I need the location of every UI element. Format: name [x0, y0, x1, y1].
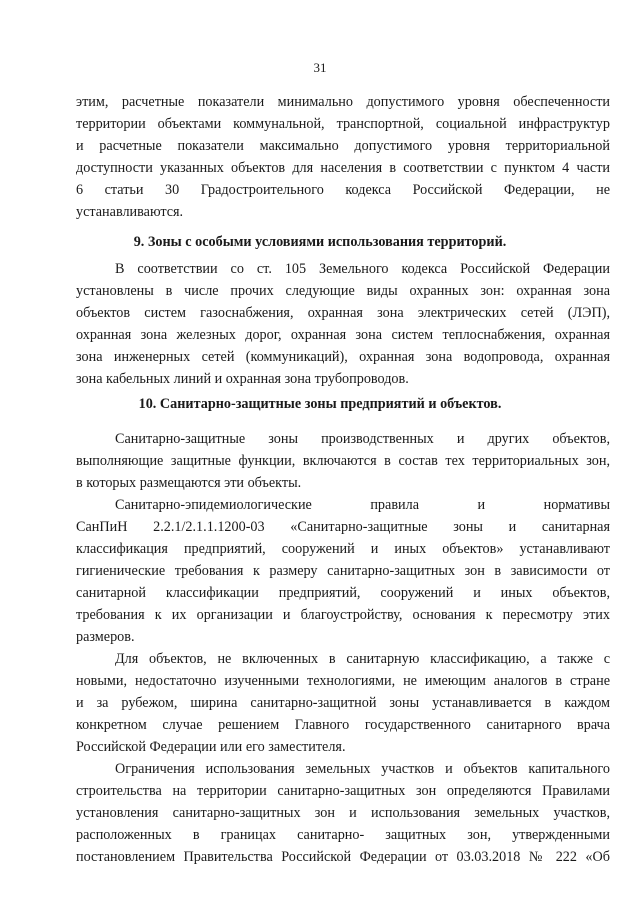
text-line: Российской Федерации или его заместителя. — [76, 739, 346, 755]
text-line: конкретном случае решением Главного государственного санитарного врача — [76, 717, 610, 733]
text-line: расположенных в границах санитарно- защитных зон, утвержденными — [76, 827, 610, 843]
text-line: зона кабельных линий и охранная зона трубопроводов. — [76, 371, 409, 387]
text-line: постановлением Правительства Российской Федерации от 03.03.2018 № 222 «Об — [76, 849, 610, 865]
text-line: классификация предприятий, сооружений и иных объектов» устанавливают — [76, 541, 610, 557]
text-line: выполняющие защитные функции, включаются в состав тех территориальных зон, — [76, 453, 610, 469]
section-10-paragraph-3 — [76, 648, 610, 758]
text-line: Санитарно-защитные зоны производственных и других объектов, — [115, 431, 610, 447]
text-line: Ограничения использования земельных участков и объектов капитального — [115, 761, 610, 777]
text-line: и расчетные показатели максимально допустимого уровня территориальной — [76, 138, 610, 154]
text-line: новыми, недостаточно изученными технологиями, не имеющим аналогов в стране — [76, 673, 610, 689]
text-line: устанавливаются. — [76, 204, 184, 220]
text-line: установлены в числе прочих следующие виды охранных зон: охранная зона — [76, 283, 610, 299]
section-9-paragraph — [76, 258, 610, 390]
text-line: объектов систем газоснабжения, охранная зона электрических сетей (ЛЭП), — [76, 305, 610, 321]
text-line: в которых размещаются эти объекты. — [76, 475, 302, 491]
text-line: размеров. — [76, 629, 135, 645]
text-line: зона инженерных сетей (коммуникаций), охранная зона водопровода, охранная — [76, 349, 610, 365]
text-line: Санитарно-эпидемиологические правила и нормативы — [115, 497, 610, 513]
section-10-heading: 10. Санитарно-защитные зоны предприятий и объектов. — [138, 396, 502, 412]
intro-paragraph — [76, 91, 610, 223]
text-line: Для объектов, не включенных в санитарную классификацию, а также с — [115, 651, 610, 667]
text-line: доступности указанных объектов для населения в соответствии с пунктом 4 части — [76, 160, 610, 176]
text-line: и за рубежом, ширина санитарно-защитной зоны устанавливается в каждом — [76, 695, 610, 711]
page-number: 31 — [313, 60, 327, 75]
text-line: 6 статьи 30 Градостроительного кодекса Российской Федерации, не — [76, 182, 610, 198]
text-line: строительства на территории санитарно-защитных зон определяются Правилами — [76, 783, 610, 799]
section-10-paragraph-2 — [76, 494, 610, 648]
text-line: гигиенические требования к размеру санитарно-защитных зон в зависимости от — [76, 563, 610, 579]
text-line: требования к их организации и благоустройству, основания к пересмотру этих — [76, 607, 610, 623]
text-line: территории объектами коммунальной, транспортной, социальной инфраструктур — [76, 116, 610, 132]
text-line: В соответствии со ст. 105 Земельного кодекса Российской Федерации — [115, 261, 610, 277]
text-line: этим, расчетные показатели минимально допустимого уровня обеспеченности — [76, 94, 610, 110]
section-9-heading: 9. Зоны с особыми условиями использования территорий. — [133, 234, 507, 250]
text-line: СанПиН 2.2.1/2.1.1.1200-03 «Санитарно-защитные зоны и санитарная — [76, 519, 610, 535]
text-line: санитарной классификации предприятий, сооружений и иных объектов, — [76, 585, 610, 601]
section-10-paragraph-4 — [76, 758, 610, 868]
section-10-paragraph-1 — [76, 428, 610, 494]
text-line: установления санитарно-защитных зон и использования земельных участков, — [76, 805, 610, 821]
text-line: охранная зона железных дорог, охранная зона систем теплоснабжения, охранная — [76, 327, 610, 343]
